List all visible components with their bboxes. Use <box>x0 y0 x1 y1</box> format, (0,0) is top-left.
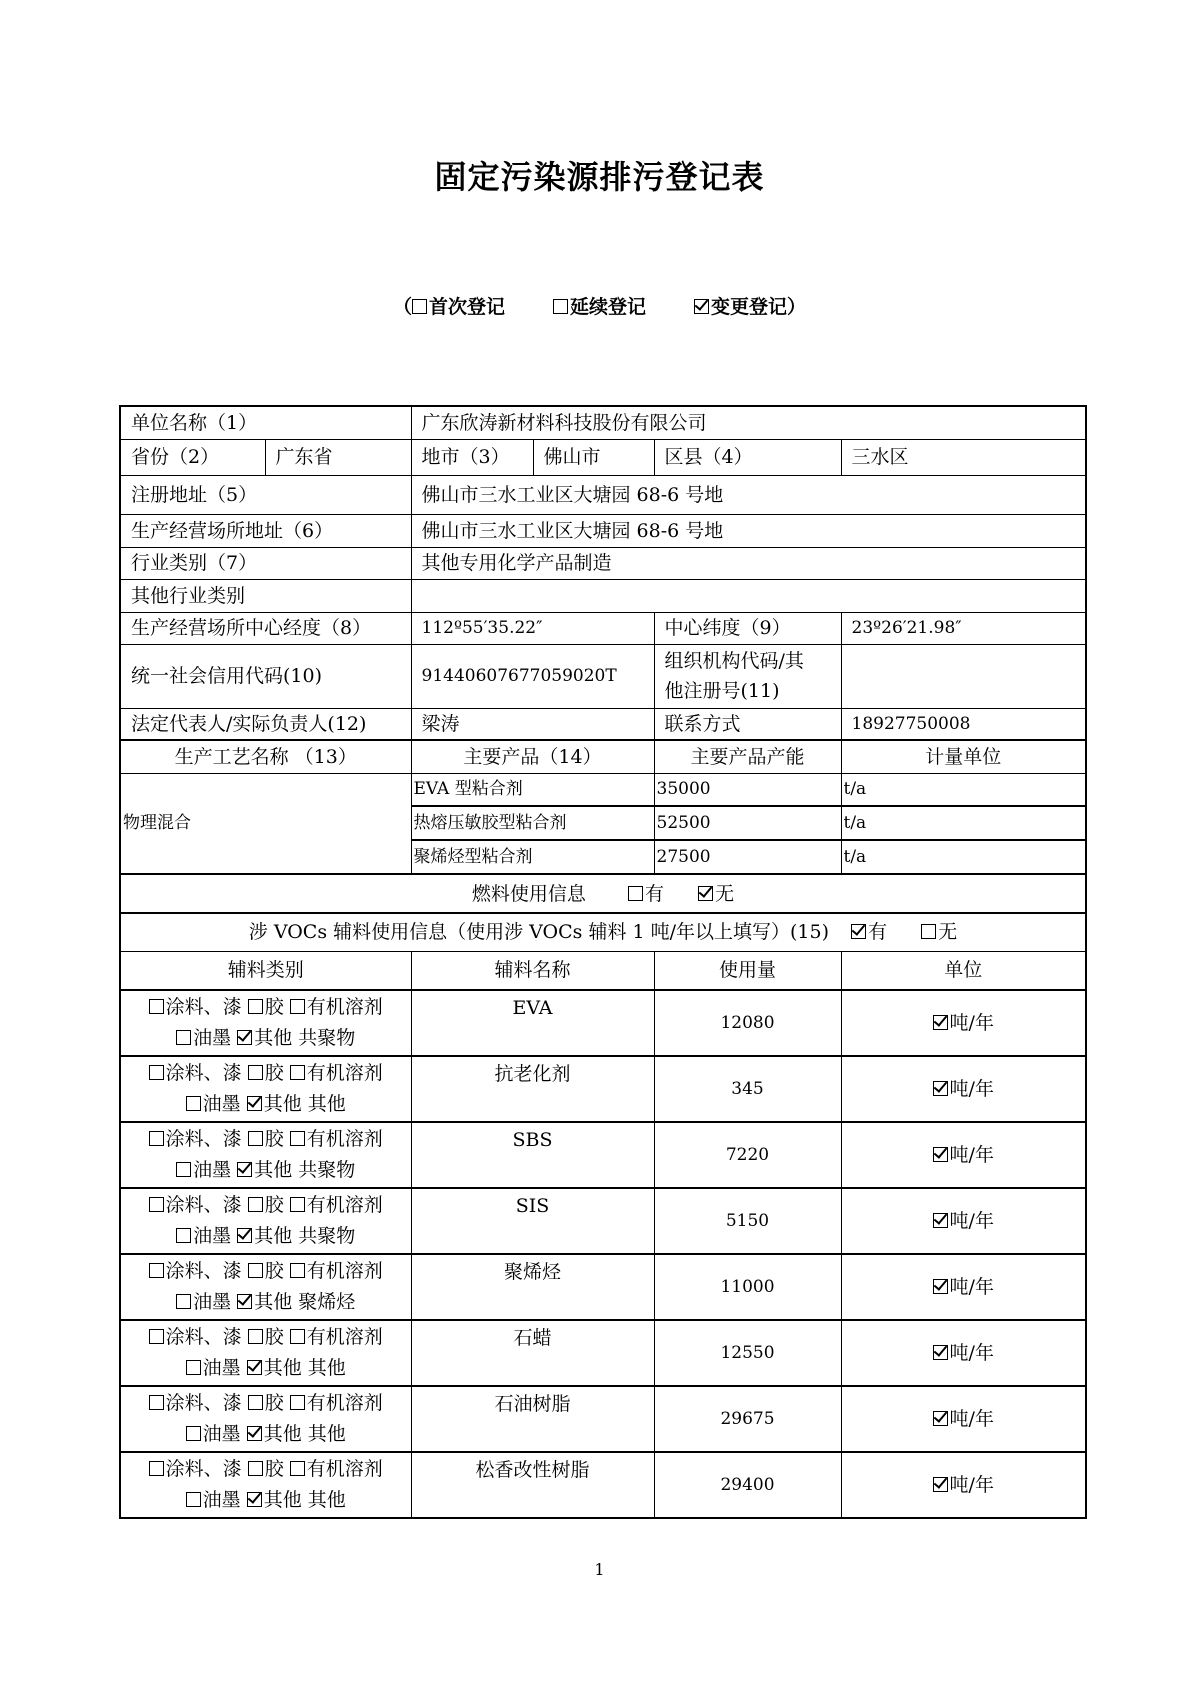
product-name: EVA 型粘合剂 <box>411 773 654 806</box>
process-header: 生产工艺名称 （13） <box>120 740 411 773</box>
option-label: 首次登记 <box>428 296 505 318</box>
material-type-line <box>125 1089 407 1120</box>
material-rows <box>120 990 1086 1518</box>
other-description: 聚烯烃 <box>298 1291 356 1313</box>
org-code-label-line: 他注册号(11) <box>664 680 780 702</box>
vocs-yes-label: 有 <box>868 921 888 944</box>
material-unit-label: 吨/年 <box>949 1210 994 1232</box>
checkbox-icon[interactable] <box>149 1461 164 1476</box>
material-type-line <box>125 1388 407 1419</box>
material-type-line <box>125 1419 407 1450</box>
checked-checkbox-icon[interactable] <box>247 1492 262 1507</box>
material-type-line <box>125 1023 407 1054</box>
product-unit: t/a <box>841 840 1086 874</box>
legal-rep-value: 梁涛 <box>411 708 654 740</box>
material-type-cell <box>120 1056 411 1122</box>
fuel-yes-label: 有 <box>645 882 665 905</box>
checked-checkbox-icon[interactable] <box>237 1162 252 1177</box>
cat-other-label: 其他 <box>254 1159 293 1181</box>
unit-header: 计量单位 <box>841 740 1086 773</box>
material-type-line <box>125 1058 407 1089</box>
cat-solvent-label: 有机溶剂 <box>306 1458 383 1480</box>
material-amount: 12550 <box>654 1320 841 1386</box>
material-unit-label: 吨/年 <box>949 1342 994 1364</box>
checked-checkbox-icon[interactable] <box>933 1279 948 1294</box>
material-type-cell <box>120 990 411 1056</box>
cat-ink-label: 油墨 <box>202 1093 241 1115</box>
table-row <box>120 406 1086 439</box>
material-name: 松香改性树脂 <box>411 1452 654 1518</box>
checkbox-icon[interactable] <box>248 1329 263 1344</box>
other-industry-label: 其他行业类别 <box>120 579 411 612</box>
cat-solvent-label: 有机溶剂 <box>306 1326 383 1348</box>
credit-code-label: 统一社会信用代码(10) <box>120 644 411 708</box>
checked-checkbox-icon[interactable] <box>933 1411 948 1426</box>
checked-checkbox-icon[interactable] <box>851 924 866 939</box>
product-capacity: 27500 <box>654 840 841 874</box>
cat-paint-label: 涂料、漆 <box>165 1194 242 1216</box>
product-name: 热熔压敏胶型粘合剂 <box>411 806 654 840</box>
cat-ink-label: 油墨 <box>202 1489 241 1511</box>
vocs-no-label: 无 <box>938 921 958 944</box>
checkbox-icon[interactable] <box>186 1492 201 1507</box>
checkbox-icon[interactable] <box>248 1461 263 1476</box>
cat-other-label: 其他 <box>263 1357 302 1379</box>
other-description: 共聚物 <box>298 1159 356 1181</box>
org-code-label <box>654 644 841 708</box>
checkbox-icon[interactable] <box>628 886 643 901</box>
material-amount: 7220 <box>654 1122 841 1188</box>
option-label: 延续登记 <box>569 296 646 318</box>
material-row <box>120 1320 1086 1386</box>
material-unit-cell <box>841 1386 1086 1452</box>
cat-ink-label: 油墨 <box>193 1027 232 1049</box>
checkbox-icon[interactable] <box>186 1360 201 1375</box>
material-type-cell <box>120 1254 411 1320</box>
cat-solvent-label: 有机溶剂 <box>306 1062 383 1084</box>
checked-checkbox-icon[interactable] <box>247 1096 262 1111</box>
material-unit-label: 吨/年 <box>949 1144 994 1166</box>
material-unit-cell <box>841 1056 1086 1122</box>
checked-checkbox-icon[interactable] <box>933 1345 948 1360</box>
material-type-cell <box>120 1452 411 1518</box>
product-header: 主要产品（14） <box>411 740 654 773</box>
page-number: 1 <box>594 1560 605 1579</box>
material-type-cell <box>120 1320 411 1386</box>
other-industry-value <box>411 579 1086 612</box>
checked-checkbox-icon[interactable] <box>237 1228 252 1243</box>
checkbox-icon[interactable] <box>149 1263 164 1278</box>
cat-other-label: 其他 <box>254 1027 293 1049</box>
vocs-info-label: 涉 VOCs 辅料使用信息（使用涉 VOCs 辅料 1 吨/年以上填写）(15) <box>248 921 830 944</box>
checkbox-icon[interactable] <box>290 1197 305 1212</box>
cat-other-label: 其他 <box>254 1291 293 1313</box>
process-name: 物理混合 <box>120 773 411 874</box>
checkbox-icon[interactable] <box>290 1263 305 1278</box>
checkbox-icon[interactable] <box>149 1065 164 1080</box>
material-unit-label: 吨/年 <box>949 1276 994 1298</box>
cat-glue-label: 胶 <box>264 1062 284 1084</box>
cat-solvent-label: 有机溶剂 <box>306 1128 383 1150</box>
material-amount: 12080 <box>654 990 841 1056</box>
checkbox-icon[interactable] <box>290 1065 305 1080</box>
cat-solvent-label: 有机溶剂 <box>306 1392 383 1414</box>
checkbox-icon[interactable] <box>149 1395 164 1410</box>
checkbox-icon[interactable] <box>248 1395 263 1410</box>
longitude-value: 112º55′35.22″ <box>411 612 654 644</box>
material-name: 聚烯烃 <box>411 1254 654 1320</box>
product-unit: t/a <box>841 806 1086 840</box>
material-unit-cell <box>841 1452 1086 1518</box>
material-amount: 345 <box>654 1056 841 1122</box>
checkbox-icon[interactable] <box>186 1096 201 1111</box>
material-unit-cell <box>841 1320 1086 1386</box>
material-row <box>120 1188 1086 1254</box>
option-change-registration[interactable] <box>694 292 787 319</box>
material-amount: 29675 <box>654 1386 841 1452</box>
cat-solvent-label: 有机溶剂 <box>306 996 383 1018</box>
material-name: 石蜡 <box>411 1320 654 1386</box>
cat-ink-label: 油墨 <box>193 1225 232 1247</box>
other-description: 其他 <box>307 1423 346 1445</box>
table-row <box>120 644 1086 708</box>
checkbox-icon[interactable] <box>248 1131 263 1146</box>
table-row <box>120 612 1086 644</box>
checkbox-icon[interactable] <box>553 299 568 314</box>
cat-paint-label: 涂料、漆 <box>165 1062 242 1084</box>
checkbox-icon[interactable] <box>290 1131 305 1146</box>
unit-name-value: 广东欣涛新材料科技股份有限公司 <box>411 406 1086 439</box>
cat-ink-label: 油墨 <box>202 1357 241 1379</box>
registered-address-value: 佛山市三水工业区大塘园 68-6 号地 <box>411 475 1086 514</box>
checkbox-icon[interactable] <box>248 1197 263 1212</box>
material-unit-label: 吨/年 <box>949 1474 994 1496</box>
material-type-line <box>125 1353 407 1384</box>
checked-checkbox-icon[interactable] <box>237 1294 252 1309</box>
material-type-line <box>125 1485 407 1516</box>
material-unit-label: 吨/年 <box>949 1012 994 1034</box>
open-paren: （ <box>392 296 412 318</box>
material-name: SBS <box>411 1122 654 1188</box>
checked-checkbox-icon[interactable] <box>237 1030 252 1045</box>
option-label: 变更登记 <box>711 296 788 318</box>
checkbox-icon[interactable] <box>290 1329 305 1344</box>
contact-label: 联系方式 <box>654 708 841 740</box>
material-row <box>120 990 1086 1056</box>
table-row <box>120 514 1086 547</box>
material-type-line <box>125 992 407 1023</box>
cat-other-label: 其他 <box>254 1225 293 1247</box>
material-row <box>120 1056 1086 1122</box>
checkbox-icon[interactable] <box>921 924 936 939</box>
material-amount: 5150 <box>654 1188 841 1254</box>
material-type-line <box>125 1322 407 1353</box>
material-row <box>120 1386 1086 1452</box>
fuel-info-label: 燃料使用信息 <box>471 882 586 905</box>
cat-paint-label: 涂料、漆 <box>165 1326 242 1348</box>
credit-code-value: 91440607677059020T <box>411 644 654 708</box>
checked-checkbox-icon[interactable] <box>698 886 713 901</box>
material-unit-cell <box>841 1254 1086 1320</box>
table-row <box>120 579 1086 612</box>
province-value: 广东省 <box>265 439 411 475</box>
table-row <box>120 708 1086 740</box>
checked-checkbox-icon[interactable] <box>247 1426 262 1441</box>
other-description: 其他 <box>307 1357 346 1379</box>
industry-value: 其他专用化学产品制造 <box>411 547 1086 579</box>
checkbox-icon[interactable] <box>149 1197 164 1212</box>
county-value: 三水区 <box>841 439 1086 475</box>
checkbox-icon[interactable] <box>176 1030 191 1045</box>
cat-ink-label: 油墨 <box>202 1423 241 1445</box>
material-unit-cell <box>841 1122 1086 1188</box>
material-unit-cell <box>841 1188 1086 1254</box>
production-address-value: 佛山市三水工业区大塘园 68-6 号地 <box>411 514 1086 547</box>
cat-glue-label: 胶 <box>264 1326 284 1348</box>
material-name: EVA <box>411 990 654 1056</box>
legal-rep-label: 法定代表人/实际负责人(12) <box>120 708 411 740</box>
cat-glue-label: 胶 <box>264 1128 284 1150</box>
checkbox-icon[interactable] <box>248 1263 263 1278</box>
material-unit-header: 单位 <box>841 951 1086 990</box>
checked-checkbox-icon[interactable] <box>933 1081 948 1096</box>
fuel-no-label: 无 <box>715 882 735 905</box>
checkbox-icon[interactable] <box>290 1461 305 1476</box>
checked-checkbox-icon[interactable] <box>933 1477 948 1492</box>
vocs-info <box>120 913 1086 951</box>
checkbox-icon[interactable] <box>149 999 164 1014</box>
production-address-label: 生产经营场所地址（6） <box>120 514 411 547</box>
checkbox-icon[interactable] <box>290 999 305 1014</box>
checkbox-icon[interactable] <box>248 999 263 1014</box>
checkbox-icon[interactable] <box>176 1228 191 1243</box>
product-unit: t/a <box>841 773 1086 806</box>
county-label: 区县（4） <box>654 439 841 475</box>
product-name: 聚烯烃型粘合剂 <box>411 840 654 874</box>
material-name: 抗老化剂 <box>411 1056 654 1122</box>
cat-glue-label: 胶 <box>264 1392 284 1414</box>
close-paren: ） <box>787 296 807 318</box>
table-row <box>120 874 1086 913</box>
material-type-line <box>125 1124 407 1155</box>
table-row <box>120 439 1086 475</box>
table-row <box>120 951 1086 990</box>
checkbox-icon[interactable] <box>149 1329 164 1344</box>
checkbox-icon[interactable] <box>248 1065 263 1080</box>
material-type-cell <box>120 1386 411 1452</box>
cat-paint-label: 涂料、漆 <box>165 1392 242 1414</box>
checkbox-icon[interactable] <box>176 1294 191 1309</box>
material-type-cell <box>120 1188 411 1254</box>
table-row <box>120 773 1086 806</box>
longitude-label: 生产经营场所中心经度（8） <box>120 612 411 644</box>
product-capacity: 35000 <box>654 773 841 806</box>
page-title: 固定污染源排污登记表 <box>434 158 765 196</box>
contact-value: 18927750008 <box>841 708 1086 740</box>
cat-solvent-label: 有机溶剂 <box>306 1194 383 1216</box>
other-description: 共聚物 <box>298 1225 356 1247</box>
material-type-line <box>125 1190 407 1221</box>
cat-glue-label: 胶 <box>264 996 284 1018</box>
material-type-line <box>125 1287 407 1318</box>
checked-checkbox-icon[interactable] <box>933 1147 948 1162</box>
material-unit-label: 吨/年 <box>949 1078 994 1100</box>
unit-name-label: 单位名称（1） <box>120 406 411 439</box>
material-amount-header: 使用量 <box>654 951 841 990</box>
cat-paint-label: 涂料、漆 <box>165 1458 242 1480</box>
material-type-cell <box>120 1122 411 1188</box>
checked-checkbox-icon[interactable] <box>247 1360 262 1375</box>
other-description: 其他 <box>307 1489 346 1511</box>
other-description: 共聚物 <box>298 1027 356 1049</box>
material-type-line <box>125 1256 407 1287</box>
checkbox-icon[interactable] <box>176 1162 191 1177</box>
cat-other-label: 其他 <box>263 1489 302 1511</box>
org-code-label-line: 组织机构代码/其 <box>664 650 804 672</box>
industry-label: 行业类别（7） <box>120 547 411 579</box>
material-row <box>120 1254 1086 1320</box>
material-unit-label: 吨/年 <box>949 1408 994 1430</box>
registration-type <box>0 292 1199 319</box>
cat-ink-label: 油墨 <box>193 1291 232 1313</box>
checkbox-icon[interactable] <box>186 1426 201 1441</box>
material-type-line <box>125 1454 407 1485</box>
material-name: 石油树脂 <box>411 1386 654 1452</box>
cat-paint-label: 涂料、漆 <box>165 996 242 1018</box>
material-name-header: 辅料名称 <box>411 951 654 990</box>
table-row <box>120 547 1086 579</box>
org-code-value <box>841 644 1086 708</box>
material-type-line <box>125 1221 407 1252</box>
latitude-label: 中心纬度（9） <box>654 612 841 644</box>
material-row <box>120 1122 1086 1188</box>
material-amount: 29400 <box>654 1452 841 1518</box>
option-first-registration[interactable] <box>412 292 505 319</box>
table-row <box>120 475 1086 514</box>
city-value: 佛山市 <box>533 439 654 475</box>
registered-address-label: 注册地址（5） <box>120 475 411 514</box>
cat-glue-label: 胶 <box>264 1458 284 1480</box>
checked-checkbox-icon[interactable] <box>933 1015 948 1030</box>
cat-glue-label: 胶 <box>264 1194 284 1216</box>
material-row <box>120 1452 1086 1518</box>
cat-other-label: 其他 <box>263 1093 302 1115</box>
city-label: 地市（3） <box>411 439 533 475</box>
other-description: 其他 <box>307 1093 346 1115</box>
product-capacity: 52500 <box>654 806 841 840</box>
cat-glue-label: 胶 <box>264 1260 284 1282</box>
fuel-info <box>120 874 1086 913</box>
checked-checkbox-icon[interactable] <box>694 299 709 314</box>
checkbox-icon[interactable] <box>149 1131 164 1146</box>
material-type-header: 辅料类别 <box>120 951 411 990</box>
checkbox-icon[interactable] <box>412 299 427 314</box>
cat-other-label: 其他 <box>263 1423 302 1445</box>
material-type-line <box>125 1155 407 1186</box>
checked-checkbox-icon[interactable] <box>933 1213 948 1228</box>
cat-ink-label: 油墨 <box>193 1159 232 1181</box>
cat-solvent-label: 有机溶剂 <box>306 1260 383 1282</box>
table-row <box>120 740 1086 773</box>
registration-form-table <box>119 405 1087 1519</box>
capacity-header: 主要产品产能 <box>654 740 841 773</box>
cat-paint-label: 涂料、漆 <box>165 1260 242 1282</box>
latitude-value: 23º26′21.98″ <box>841 612 1086 644</box>
material-amount: 11000 <box>654 1254 841 1320</box>
option-renewal-registration[interactable] <box>553 292 646 319</box>
cat-paint-label: 涂料、漆 <box>165 1128 242 1150</box>
province-label: 省份（2） <box>120 439 265 475</box>
material-unit-cell <box>841 990 1086 1056</box>
material-name: SIS <box>411 1188 654 1254</box>
table-row <box>120 913 1086 951</box>
checkbox-icon[interactable] <box>290 1395 305 1410</box>
